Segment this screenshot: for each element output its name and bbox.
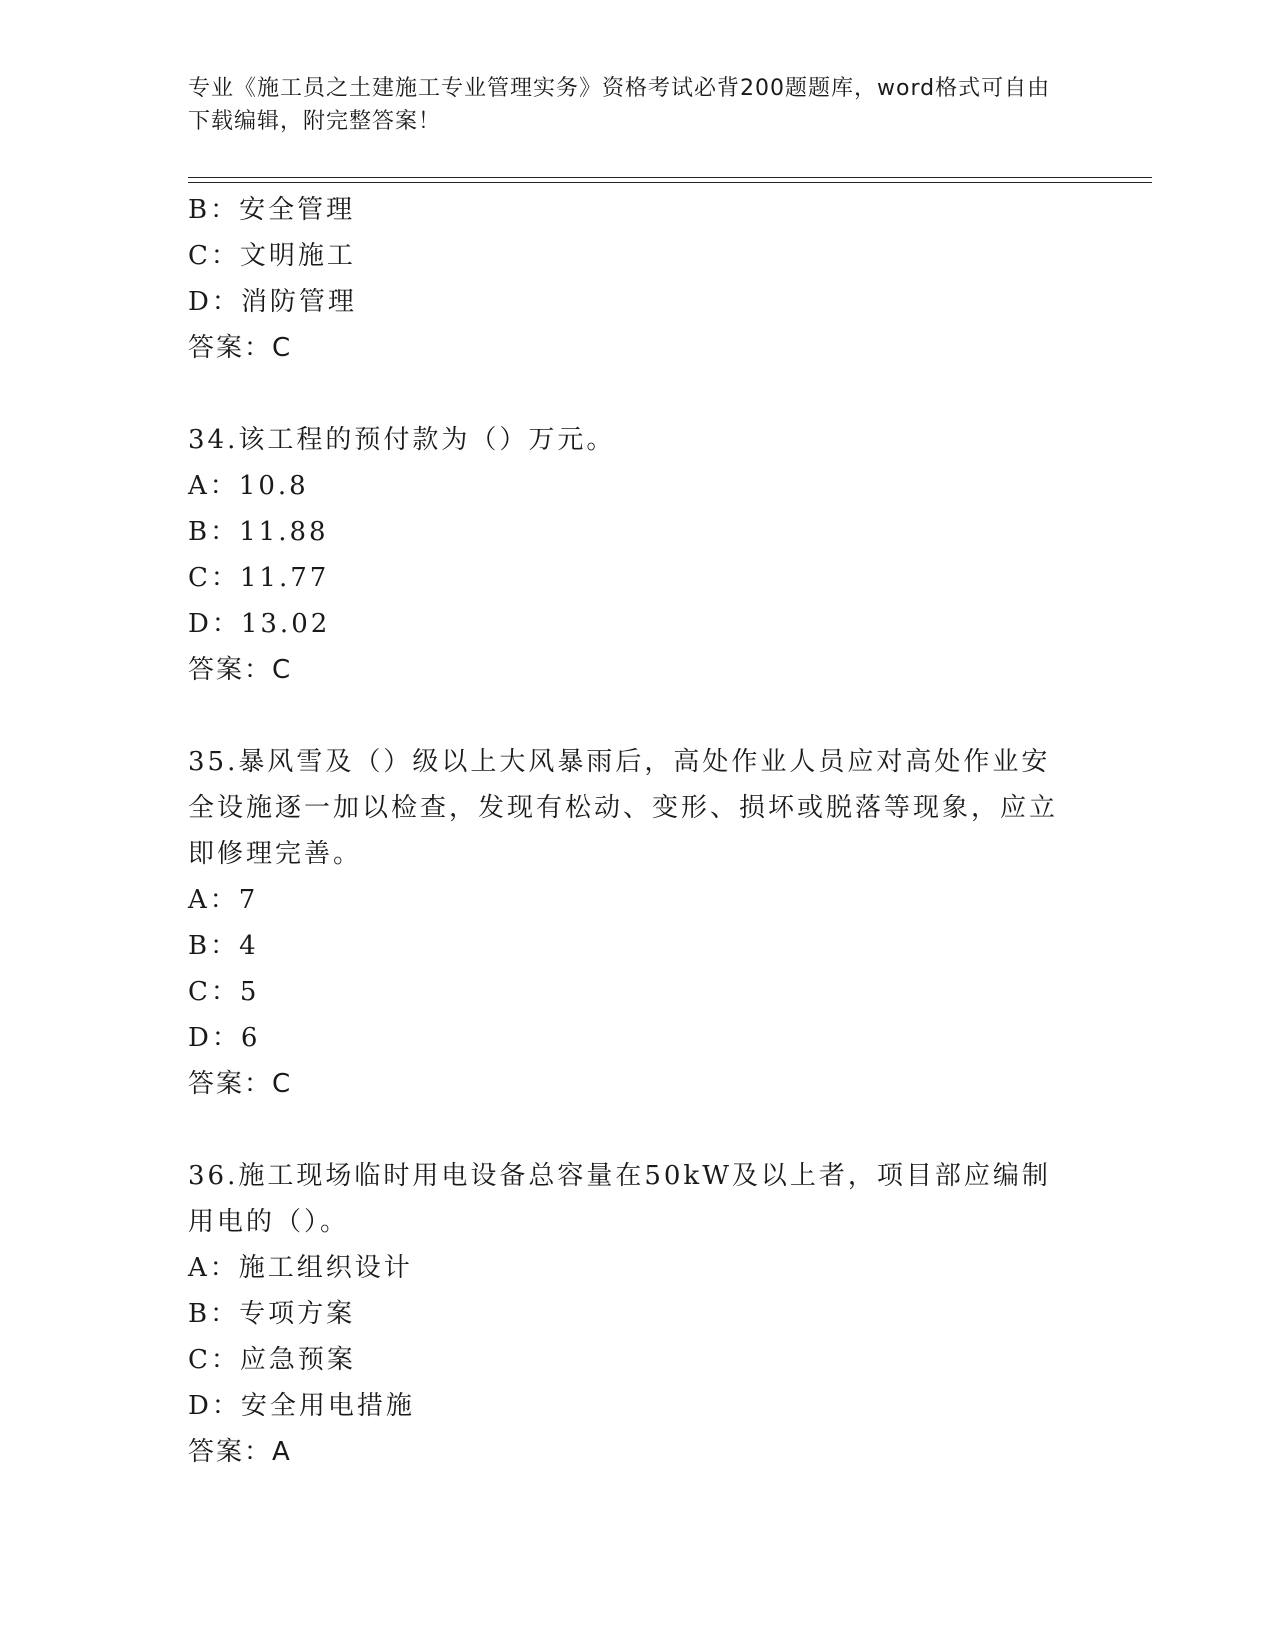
option-b: B：专项方案 [188, 1299, 356, 1329]
option-d: D：消防管理 [188, 287, 357, 317]
question-stem: 34.该工程的预付款为（）万元。 [188, 425, 616, 455]
option-c: C：文明施工 [188, 241, 356, 271]
question-36 [188, 1153, 1088, 1475]
answer: 答案：C [188, 655, 293, 685]
option-a: A：施工组织设计 [188, 1253, 413, 1283]
answer: 答案：C [188, 1069, 293, 1099]
header-divider-bottom [188, 182, 1152, 183]
question-stem: 36.施工现场临时用电设备总容量在50kW及以上者，项目部应编制用电的（）。 [188, 1161, 1051, 1237]
option-c: C：应急预案 [188, 1345, 356, 1375]
answer: 答案：C [188, 333, 293, 363]
question-35 [188, 739, 1088, 1107]
option-a: A：10.8 [188, 471, 309, 501]
option-c: C：11.77 [188, 563, 330, 593]
option-d: D：安全用电措施 [188, 1391, 415, 1421]
option-b: B：4 [188, 931, 259, 961]
option-c: C：5 [188, 977, 260, 1007]
document-header: 专业《施工员之土建施工专业管理实务》资格考试必背200题题库，word格式可自由下载编辑，附完整答案！ [188, 76, 1051, 134]
option-a: A：7 [188, 885, 259, 915]
option-b: B：11.88 [188, 517, 329, 547]
question-content [188, 187, 1088, 1475]
answer: 答案：A [188, 1437, 292, 1467]
header-divider-top [188, 177, 1152, 178]
question-stem: 35.暴风雪及（）级以上大风暴雨后，高处作业人员应对高处作业安全设施逐一加以检查，发现有松动、变形、损坏或脱落等现象，应立即修理完善。 [188, 747, 1059, 869]
option-d: D：13.02 [188, 609, 331, 639]
option-d: D：6 [188, 1023, 261, 1053]
question-34 [188, 417, 1088, 693]
option-b: B：安全管理 [188, 195, 356, 225]
previous-question-tail [188, 187, 1088, 371]
